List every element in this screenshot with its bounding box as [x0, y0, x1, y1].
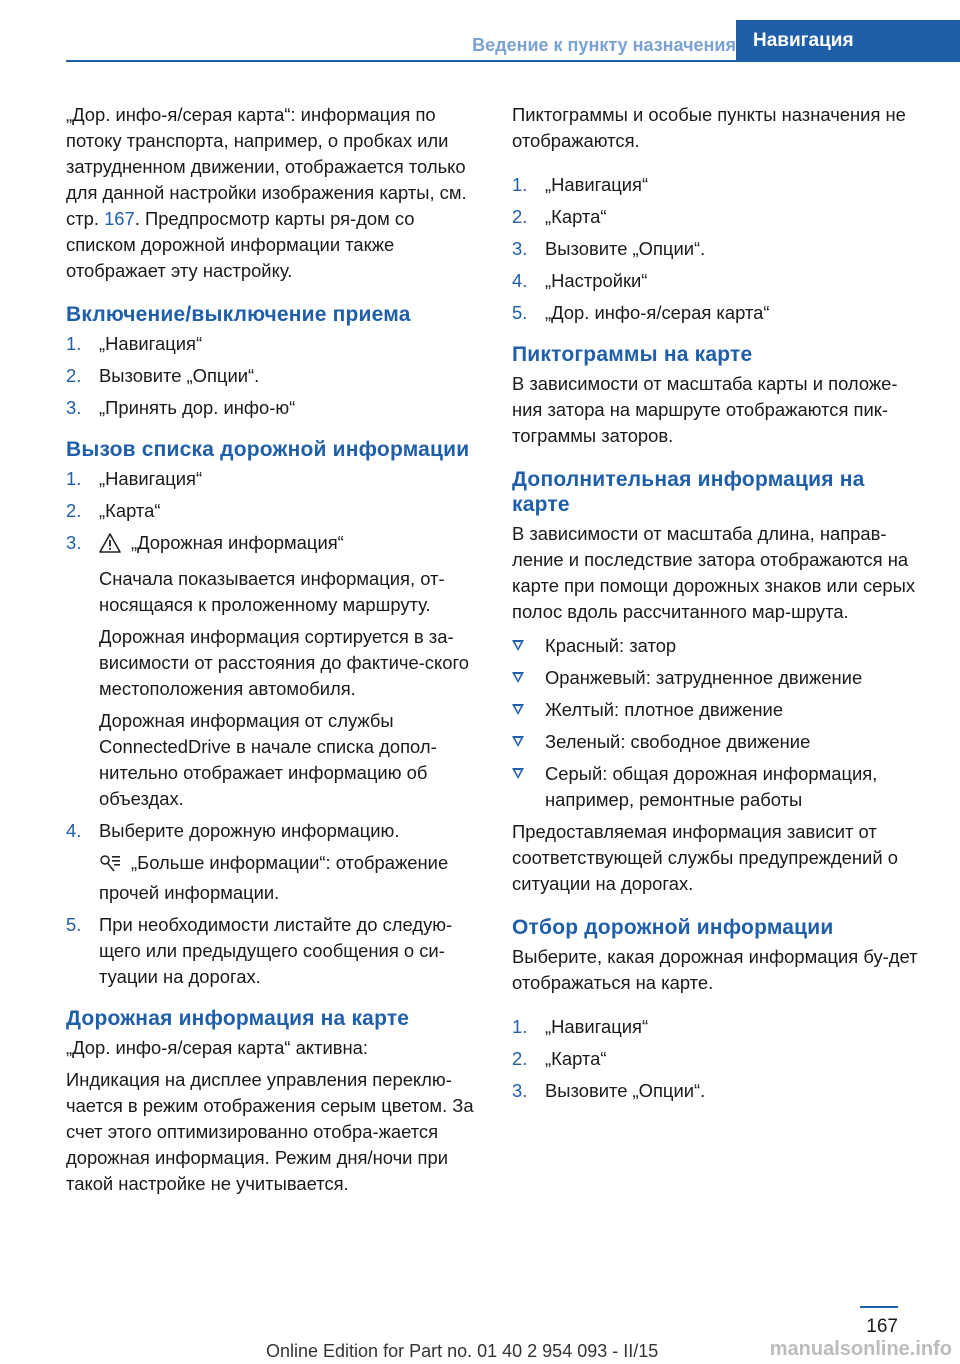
step-note [99, 850, 478, 906]
bullet-text: Оранжевый: затрудненное движение [545, 667, 863, 688]
list-item [512, 204, 924, 230]
intro-text: „Дор. инфо-я/серая карта“: информация по потоку транспорта, например, о пробках или затрудненном движении, отображается только для данной настройки изображения карты, см. стр. [66, 104, 467, 229]
intro-text-end: . Предпросмотр карты ря-дом со списком дорожной информации также отображает эту настройку. [66, 208, 415, 281]
section-heading-extra-info: Дополнительная информация на карте [512, 468, 865, 516]
paragraph: Предоставляемая информация зависит от соответствующей службы предупреждений о ситуации на дорогах. [512, 821, 898, 894]
step-note-text: „Больше информации“: отображение прочей информации. [99, 852, 449, 903]
list-item [66, 466, 478, 492]
step-number: 3. [512, 1080, 528, 1101]
list-item [66, 395, 478, 421]
bullet-text: Серый: общая дорожная информация, например, ремонтные работы [545, 763, 878, 810]
bullet-triangle-icon [512, 736, 524, 747]
steps-reception [66, 331, 478, 421]
list-item [512, 665, 924, 691]
steps-map-settings [512, 172, 924, 326]
step-note: Дорожная информация от службы ConnectedDrive в начале списка допол-нительно отображает информацию об объездах. [99, 710, 437, 809]
list-item [512, 697, 924, 723]
list-item [512, 268, 924, 294]
list-item [66, 818, 478, 906]
watermark: manualsonline.info [769, 1338, 952, 1360]
list-item [66, 498, 478, 524]
step-text: „Навигация“ [545, 174, 649, 195]
bullet-triangle-icon [512, 768, 524, 779]
left-column [66, 102, 478, 1203]
color-legend-list [512, 633, 924, 813]
bullet-text: Зеленый: свободное движение [545, 731, 811, 752]
step-text: Вызовите „Опции“. [545, 1080, 706, 1101]
list-item [66, 912, 478, 990]
page-number: 167 [866, 1316, 898, 1337]
bullet-triangle-icon [512, 704, 524, 715]
header-rule [66, 60, 960, 62]
step-number: 5. [66, 914, 82, 935]
paragraph: Выберите, какая дорожная информация бу-дет отображаться на карте. [512, 946, 918, 993]
paragraph: „Дор. инфо-я/серая карта“ активна: [66, 1037, 369, 1058]
bullet-text: Желтый: плотное движение [545, 699, 784, 720]
list-item [512, 1046, 924, 1072]
footer-edition: Online Edition for Part no. 01 40 2 954 093 - II/15 [266, 1341, 659, 1361]
step-number: 2. [66, 365, 82, 386]
bullet-triangle-icon [512, 672, 524, 683]
list-item [66, 363, 478, 389]
steps-traffic-filter [512, 1014, 924, 1104]
step-text: „Навигация“ [99, 468, 203, 489]
bullet-triangle-icon [512, 640, 524, 651]
list-item [66, 331, 478, 357]
section-heading-traffic-list: Вызов списка дорожной информации [66, 438, 470, 461]
step-text: „Навигация“ [99, 333, 203, 354]
step-note: Сначала показывается информация, от-носящаяся к проложенному маршруту. [99, 568, 445, 615]
page-header [66, 20, 960, 62]
section-heading-map-traffic: Дорожная информация на карте [66, 1007, 410, 1030]
steps-traffic-list [66, 466, 478, 990]
step-number: 2. [66, 500, 82, 521]
step-number: 1. [512, 174, 528, 195]
step-number: 1. [66, 333, 82, 354]
step-text: Вызовите „Опции“. [545, 238, 706, 259]
step-text: Выберите дорожную информацию. [99, 820, 400, 841]
step-number: 4. [512, 270, 528, 291]
step-number: 5. [512, 302, 528, 323]
paragraph: Индикация на дисплее управления переклю-чается в режим отображения серым цветом. За счет этого оптимизированно отобра-жается дорожная информация. Режим дня/ночи при такой настройке не учитывается. [66, 1069, 474, 1194]
step-text: „Дор. инфо-я/серая карта“ [545, 302, 770, 323]
list-item [512, 172, 924, 198]
paragraph: Пиктограммы и особые пункты назначения не отображаются. [512, 104, 906, 151]
step-text: „Дорожная информация“ [131, 532, 344, 553]
paragraph: В зависимости от масштаба длина, направ-ление и последствие затора отображаются на карте при помощи дорожных знаков или серых полос вдоль рассчитанного мар-шрута. [512, 523, 916, 622]
step-number: 1. [512, 1016, 528, 1037]
step-text: „Навигация“ [545, 1016, 649, 1037]
step-text: При необходимости листайте до следую-щего или предыдущего сообщения о си-туации на дорогах. [99, 914, 453, 987]
list-item [512, 236, 924, 262]
list-item [512, 633, 924, 659]
list-item [512, 300, 924, 326]
step-note: Дорожная информация сортируется в за-висимости от расстояния до фактиче-ского местоположения автомобиля. [99, 626, 470, 699]
section-heading-traffic-filter: Отбор дорожной информации [512, 916, 834, 939]
step-number: 4. [66, 820, 82, 841]
intro-paragraph [66, 102, 478, 284]
step-number: 2. [512, 206, 528, 227]
step-number: 3. [66, 532, 82, 553]
list-item [66, 530, 478, 812]
step-text: „Карта“ [545, 206, 607, 227]
paragraph: В зависимости от масштаба карты и положе-ния затора на маршруте отображаются пик-тограммы заторов. [512, 373, 898, 446]
right-column [512, 102, 924, 1120]
section-heading-reception: Включение/выключение приема [66, 303, 411, 326]
step-text: „Принять дор. инфо-ю“ [99, 397, 296, 418]
step-text: „Настройки“ [545, 270, 648, 291]
step-number: 3. [512, 238, 528, 259]
step-text: „Карта“ [545, 1048, 607, 1069]
page-link[interactable]: 167 [104, 208, 135, 229]
step-number: 3. [66, 397, 82, 418]
step-text: Вызовите „Опции“. [99, 365, 260, 386]
step-number: 1. [66, 468, 82, 489]
step-number: 2. [512, 1048, 528, 1069]
header-section-title: Ведение к пункту назначения [472, 35, 736, 55]
list-item [512, 761, 924, 813]
list-item [512, 1014, 924, 1040]
more-info-icon [99, 853, 121, 880]
section-heading-map-icons: Пиктограммы на карте [512, 343, 753, 366]
step-text: „Карта“ [99, 500, 161, 521]
warning-triangle-icon [99, 533, 121, 560]
header-chapter-tab: Навигация [736, 20, 960, 62]
list-item [512, 729, 924, 755]
bullet-text: Красный: затор [545, 635, 677, 656]
footer-rule [860, 1306, 898, 1308]
list-item [512, 1078, 924, 1104]
